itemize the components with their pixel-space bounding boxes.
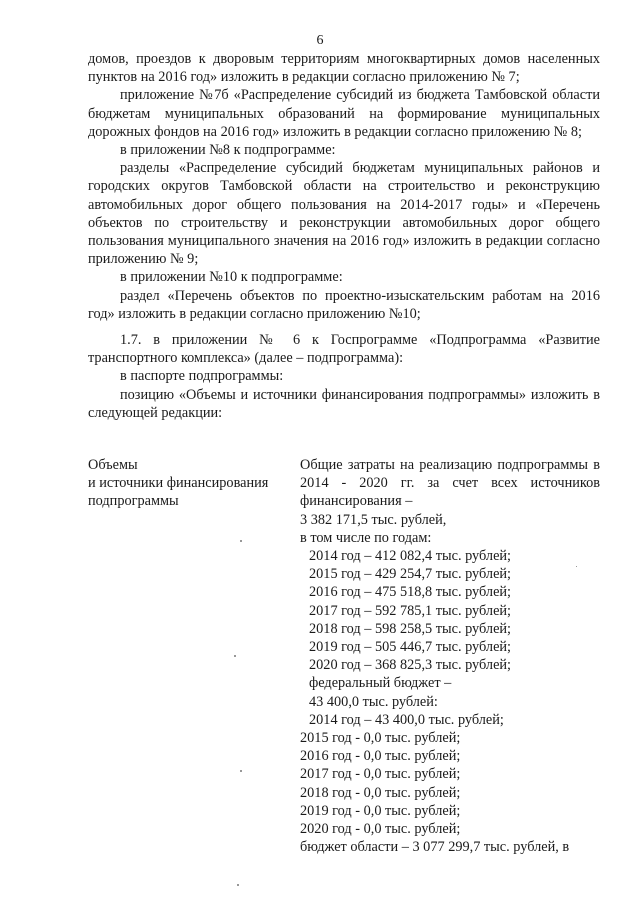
body-text	[88, 50, 600, 422]
federal-year-line: 2015 год - 0,0 тыс. рублей;	[300, 730, 461, 747]
paragraph: позицию «Объемы и источники финансирования подпрограммы» изложить в следующей редакции:	[88, 386, 600, 421]
federal-year-line: 2018 год - 0,0 тыс. рублей;	[300, 784, 461, 801]
funding-intro: Общие затраты на реализацию подпрограммы в 2014 - 2020 гг. за счет всех источников финансирования –	[300, 457, 600, 510]
year-line: 2020 год – 368 825,3 тыс. рублей;	[309, 657, 512, 674]
scan-speck	[240, 540, 242, 542]
table-left-column	[88, 456, 288, 511]
table-label-line: подпрограммы	[88, 493, 179, 510]
page-number: 6	[316, 33, 324, 48]
funding-total: 3 382 171,5 тыс. рублей,	[300, 511, 447, 528]
table-label-line: и источники финансирования	[88, 475, 269, 492]
scan-speck	[234, 655, 236, 657]
scan-speck	[237, 884, 239, 886]
federal-budget-label: федеральный бюджет –	[309, 675, 452, 692]
year-line: 2015 год – 429 254,7 тыс. рублей;	[309, 566, 512, 583]
federal-budget-total: 43 400,0 тыс. рублей:	[309, 693, 438, 710]
scan-speck	[576, 566, 577, 567]
federal-year-line: 2020 год - 0,0 тыс. рублей;	[300, 821, 461, 838]
federal-year-line: 2014 год – 43 400,0 тыс. рублей;	[309, 711, 504, 728]
scan-speck	[240, 770, 242, 772]
year-line: 2019 год – 505 446,7 тыс. рублей;	[309, 639, 512, 656]
year-line: 2018 год – 598 258,5 тыс. рублей;	[309, 620, 512, 637]
paragraph: домов, проездов к дворовым территориям многоквартирных домов населенных пунктов на 2016 год» изложить в редакции согласно приложению № 7;	[88, 51, 600, 86]
table-label-line: Объемы	[88, 457, 138, 473]
paragraph: в приложении №8 к подпрограмме:	[120, 142, 336, 159]
year-line: 2016 год – 475 518,8 тыс. рублей;	[309, 584, 512, 601]
paragraph: 1.7. в приложении № 6 к Госпрограмме «Подпрограмма «Развитие транспортного комплекса» (далее – подпрограмма):	[88, 332, 600, 367]
federal-year-line: 2019 год - 0,0 тыс. рублей;	[300, 802, 461, 819]
paragraph: приложение №7б «Распределение субсидий из бюджета Тамбовской области бюджетам муниципальных образований на формирование муниципальных дорожных фондов на 2016 год» изложить в редакции согласно приложению № 8;	[88, 87, 600, 140]
funding-including: в том числе по годам:	[300, 529, 432, 546]
federal-year-line: 2017 год - 0,0 тыс. рублей;	[300, 766, 461, 783]
regional-budget-line: бюджет области – 3 077 299,7 тыс. рублей, в	[300, 839, 570, 856]
federal-year-line: 2016 год - 0,0 тыс. рублей;	[300, 748, 461, 765]
paragraph: в паспорте подпрограммы:	[120, 368, 284, 385]
paragraph: разделы «Распределение субсидий бюджетам муниципальных районов и городских округов Тамбовской области на строительство и реконструкцию автомобильных дорог общего пользования на 2014-2017 годы» и «Перечень объектов по строительству и реконструкции автомобильных дорог общего пользования муниципального значения на 2016 год» изложить в редакции согласно приложению № 9;	[88, 160, 600, 268]
year-line: 2014 год – 412 082,4 тыс. рублей;	[309, 548, 512, 565]
paragraph: в приложении №10 к подпрограмме:	[120, 269, 343, 286]
paragraph: раздел «Перечень объектов по проектно-изыскательским работам на 2016 год» изложить в редакции согласно приложению №10;	[88, 287, 600, 322]
table-right-column	[300, 456, 600, 856]
year-line: 2017 год – 592 785,1 тыс. рублей;	[309, 602, 512, 619]
